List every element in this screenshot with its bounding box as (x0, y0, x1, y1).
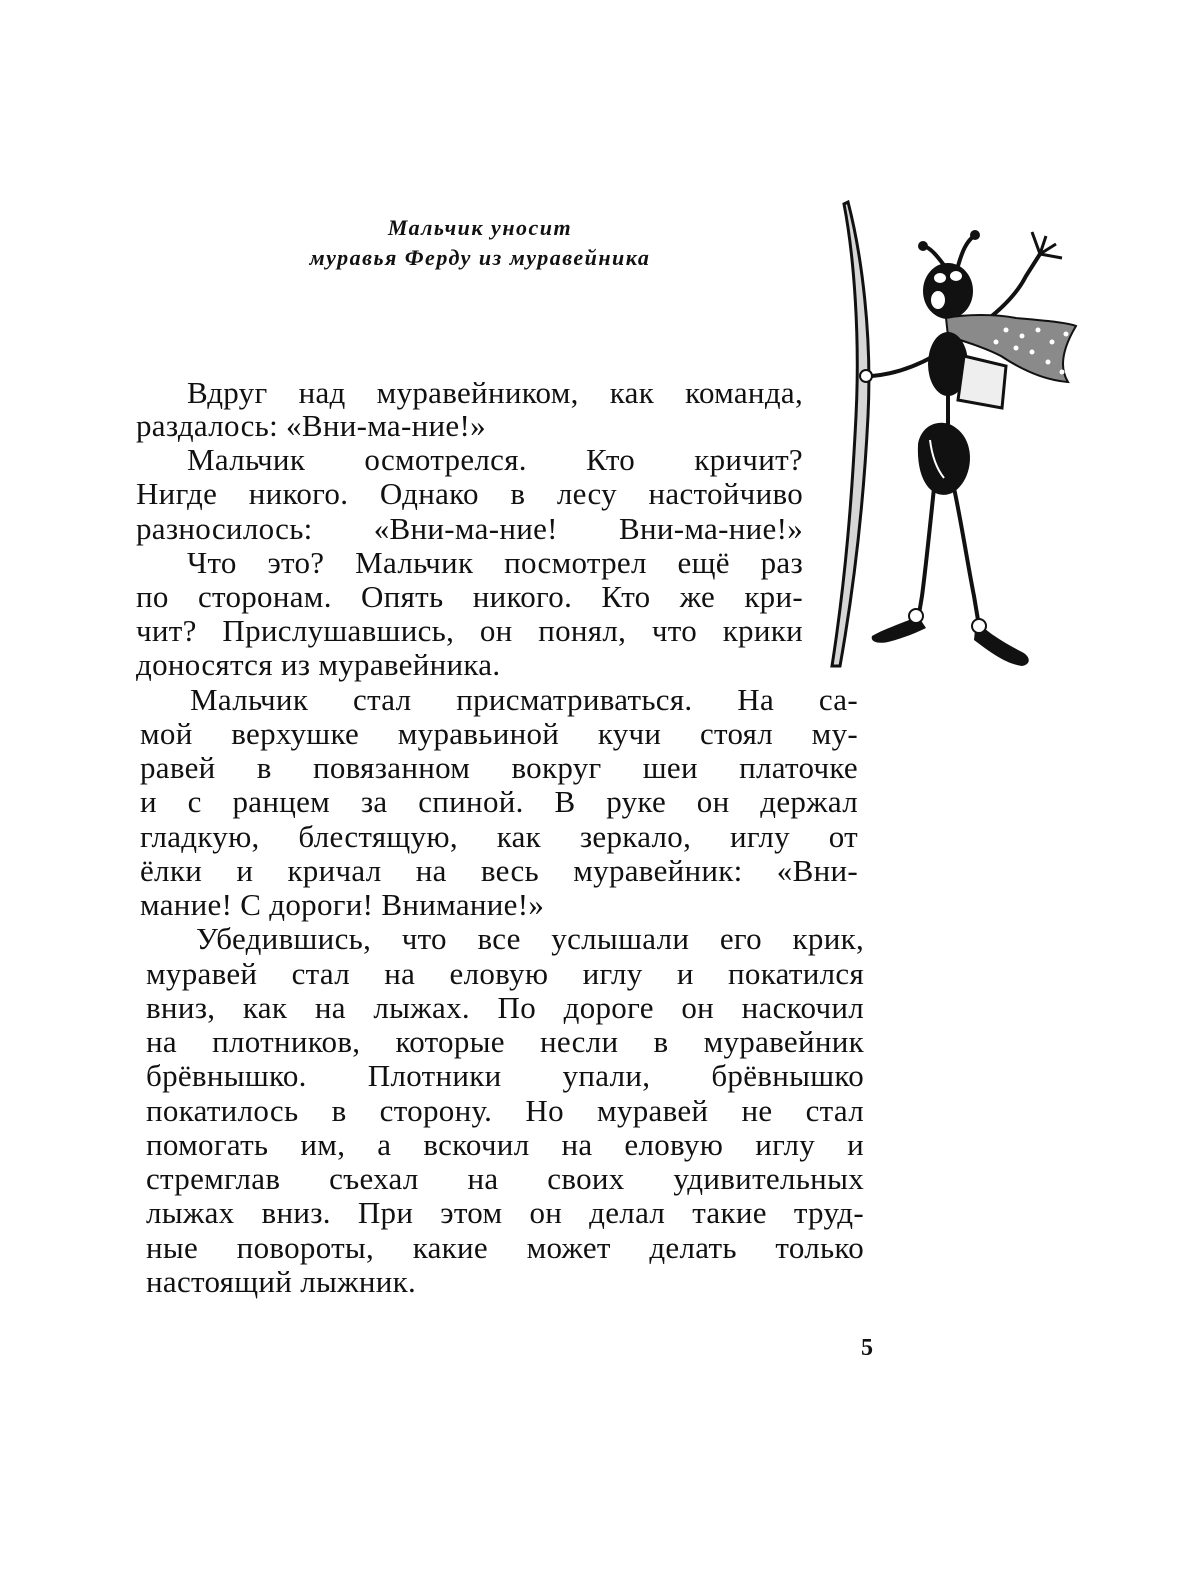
text-line: брёвнышко. Плотники упали, брёвнышко (146, 1058, 864, 1093)
text-line: стремглав съехал на своих удивительных (146, 1161, 864, 1196)
text-line: мание! С дороги! Внимание!» (140, 887, 545, 922)
chapter-heading-line-1: Мальчик уносит (387, 215, 573, 240)
text-line: Мальчик стал присматриваться. На са- (190, 682, 858, 717)
ant-leg-right (954, 488, 978, 620)
text-line: покатилось в сторону. Но муравей не стал (146, 1093, 864, 1128)
text-line: Вдруг над муравейником, как команда, (187, 375, 803, 410)
text-line: на плотников, которые несли в муравейник (146, 1024, 864, 1059)
text-line: Убедившись, что все услышали его крик, (196, 921, 864, 956)
text-line: чит? Прислушавшись, он понял, что крики (136, 613, 803, 648)
text-line: настоящий лыжник. (146, 1264, 417, 1299)
text-line: лыжах вниз. При этом он делал такие труд- (146, 1195, 864, 1230)
text-line: Нигде никого. Однако в лесу настойчиво (136, 476, 803, 511)
ant-abdomen (918, 423, 970, 495)
ant-mouth (930, 290, 946, 310)
chapter-heading (200, 213, 760, 273)
text-line: доносятся из муравейника. (136, 647, 501, 682)
page-number: 5 (861, 1335, 873, 1361)
antenna-right (958, 236, 974, 266)
ant-leg-left (918, 488, 934, 620)
text-line: и с ранцем за спиной. В руке он держал (140, 784, 858, 819)
text-line: гладкую, блестящую, как зеркало, иглу от (140, 819, 858, 854)
text-line: разносилось: «Вни-ма-ние! Вни-ма-ние!» (136, 511, 803, 546)
text-line: вниз, как на лыжах. По дороге он наскочил (146, 990, 864, 1025)
text-line: Что это? Мальчик посмотрел ещё раз (187, 545, 803, 580)
spruce-needle (832, 202, 869, 666)
text-line: муравей стал на еловую иглу и покатился (146, 956, 864, 991)
text-line: по сторонам. Опять никого. Кто же кри- (136, 579, 803, 614)
text-line: Мальчик осмотрелся. Кто кричит? (187, 442, 803, 477)
text-line: раздалось: «Вни-ма-ние!» (136, 408, 486, 443)
text-line: равей в повязанном вокруг шеи платочке (140, 750, 858, 785)
ant-head (923, 263, 973, 319)
ant-ferda-illustration (826, 196, 1086, 686)
text-line: ные повороты, какие может делать только (146, 1230, 864, 1265)
chapter-heading-line-2: муравья Ферду из муравейника (309, 245, 651, 270)
text-line: мой верхушке муравьиной кучи стоял му- (140, 716, 858, 751)
text-line: ёлки и кричал на весь муравейник: «Вни- (140, 853, 858, 888)
ant-arm-holding (872, 356, 934, 376)
ant-backpack (958, 356, 1006, 408)
text-line: помогать им, а вскочил на еловую иглу и (146, 1127, 864, 1162)
